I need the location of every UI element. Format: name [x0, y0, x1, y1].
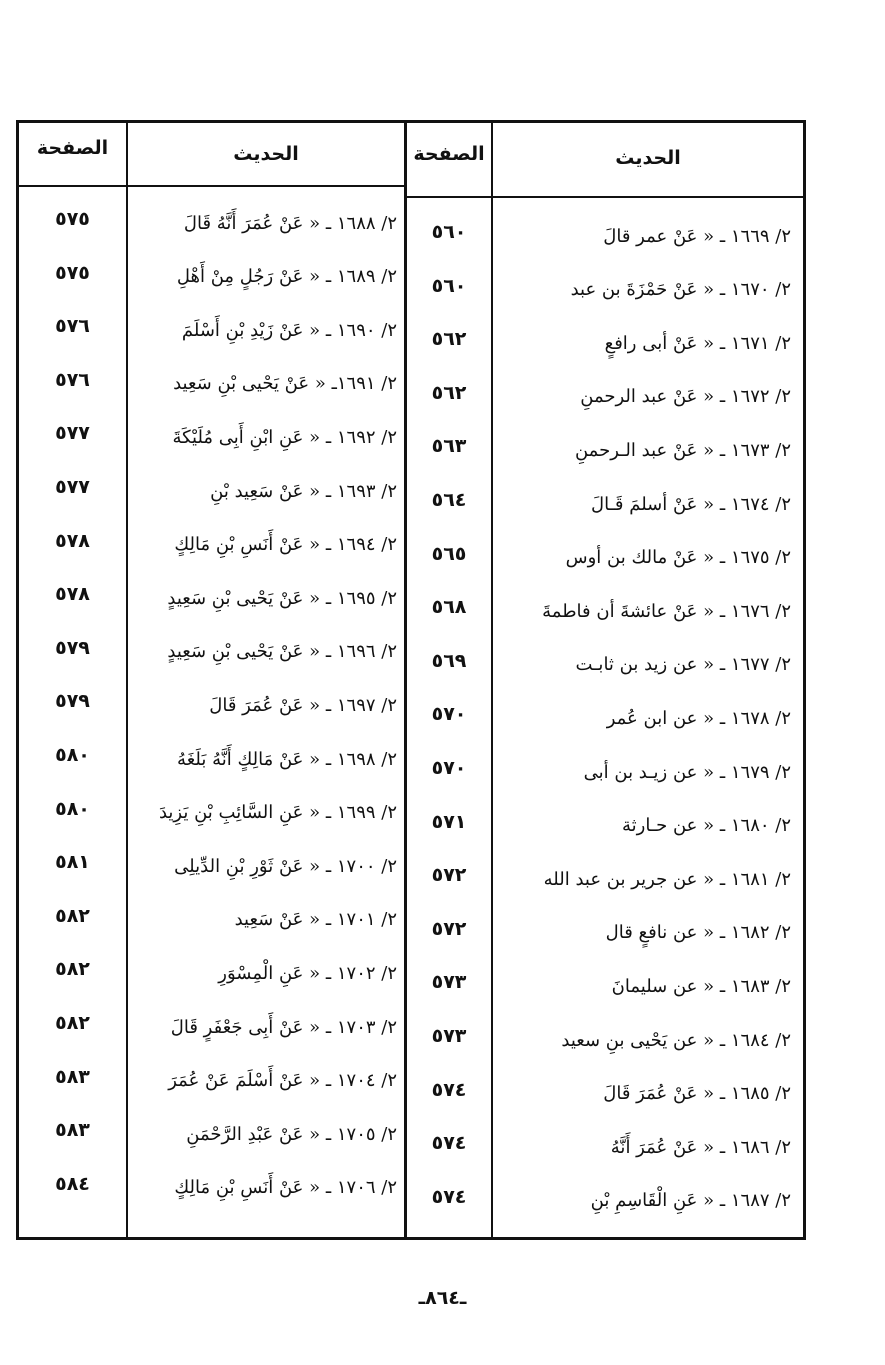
column-divider [126, 123, 128, 1237]
page-number-cell: ٥٧٢ [431, 864, 467, 887]
hadith-entry: ٢/ ١٦٨٩ ـ « عَنْ رَجُلٍ مِنْ أَهْلِ [176, 266, 397, 288]
page-number-cell: ٥٧٠ [431, 703, 467, 726]
header-page-right: الصفحة [413, 143, 485, 165]
page-number-cell: ٥٨٢ [55, 958, 90, 981]
hadith-entry: ٢/ ١٦٩٣ ـ « عَنْ سَعِيد بْنِ [210, 480, 397, 502]
page-number-cell: ٥٧٥ [55, 208, 90, 230]
page-number-cell: ٥٧٨ [55, 529, 90, 552]
page-number-cell: ٥٧٦ [55, 315, 90, 338]
page-number-cell: ٥٧٣ [431, 971, 467, 994]
header-underline-right [405, 196, 803, 198]
page-number-cell: ٥٦٩ [431, 649, 467, 672]
hadith-entry: ٢/ ١٦٩٥ ـ « عَنْ يَحْيى بْنِ سَعِيدٍ [167, 587, 397, 609]
hadith-entry: ٢/ ١٦٩٩ ـ « عَنِ السَّائِبِ بْنِ يَزِيدَ [158, 802, 397, 824]
hadith-entry: ٢/ ١٦٧١ ـ « عَنْ أبى رافعٍ [604, 332, 791, 354]
header-underline-left [19, 185, 405, 187]
hadith-entry: ٢/ ١٧٠٥ ـ « عَنْ عَبْدِ الرَّحْمَنِ [186, 1123, 397, 1145]
page-number-cell: ٥٧٤ [431, 1078, 467, 1101]
page-number-cell: ٥٧٧ [55, 476, 90, 498]
page-number-cell: ٥٧٦ [55, 368, 90, 391]
page-number-cell: ٥٧٩ [55, 690, 90, 713]
page-number-cell: ٥٧٧ [55, 422, 90, 445]
hadith-entry: ٢/ ١٦٨٧ ـ « عَنِ الْقَاسِمِ بْنِ [590, 1190, 791, 1212]
column-divider [491, 123, 493, 1237]
hadith-entry: ٢/ ١٦٩٢ ـ « عَنِ ابْنِ أَبِى مُلَيْكَةَ [172, 426, 397, 448]
hadith-entry: ٢/ ١٧٠٦ ـ « عَنْ أَنَسِ بْنِ مَالِكٍ [174, 1177, 397, 1199]
hadith-entry: ٢/ ١٦٨١ ـ « عن جرير بن عبد الله [543, 868, 791, 890]
hadith-entry: ٢/ ١٧٠٤ ـ « عَنْ أَسْلَمَ عَنْ عُمَرَ [168, 1070, 397, 1092]
page-number-cell: ٥٨٢ [55, 904, 90, 927]
page-number-cell: ٥٦٣ [431, 435, 467, 458]
page-number: ـ٨٦٤ـ [418, 1287, 467, 1309]
header-hadith-right: الحديث [615, 147, 681, 169]
hadith-entry: ٢/ ١٦٩٧ ـ « عَنْ عُمَرَ قَالَ [209, 694, 397, 716]
page-number-cell: ٥٧٠ [431, 757, 467, 779]
hadith-entry: ٢/ ١٦٧٢ ـ « عَنْ عبد الرحمنِ [580, 386, 791, 408]
page-number-cell: ٥٧٨ [55, 583, 90, 606]
hadith-entry: ٢/ ١٦٧٤ ـ « عَنْ أسلمَ قَـالَ [591, 493, 791, 515]
page-number-cell: ٥٦٨ [431, 596, 467, 619]
hadith-entry: ٢/ ١٦٧٠ ـ « عَنْ حَمْزَةَ بن عبد [570, 279, 791, 301]
hadith-entry: ٢/ ١٧٠٠ ـ « عَنْ ثَوْرِ بْنِ الدِّيلِى [174, 855, 397, 877]
hadith-entry: ٢/ ١٦٧٩ ـ « عن زيـد بن أبى [583, 761, 791, 783]
page-number-cell: ٥٧٢ [431, 917, 467, 940]
page-number-cell: ٥٧٤ [431, 1185, 467, 1208]
hadith-entry: ٢/ ١٧٠١ ـ « عَنْ سَعِيد [234, 909, 397, 931]
hadith-entry: ٢/ ١٦٨٠ ـ « عن حـارثة [622, 815, 791, 837]
page-number-cell: ٥٨٣ [55, 1065, 90, 1088]
page-number-cell: ٥٦٠ [431, 274, 467, 297]
page-number-cell: ٥٧٣ [431, 1025, 467, 1047]
header-hadith-left: الحديث [233, 143, 299, 165]
hadith-entry: ٢/ ١٦٩٦ ـ « عَنْ يَحْيى بْنِ سَعِيدٍ [167, 641, 397, 663]
hadith-entry: ٢/ ١٦٨٢ ـ « عن نافعٍ قال [605, 922, 791, 944]
hadith-entry: ٢/ ١٦٧٥ ـ « عَنْ مالك بن أوس [565, 547, 791, 569]
hadith-index-table [16, 120, 806, 1240]
page-number-cell: ٥٧١ [431, 810, 467, 833]
hadith-entry: ٢/ ١٦٨٤ ـ « عن يَحْيى بنِ سعيد [561, 1029, 791, 1051]
hadith-entry: ٢/ ١٦٩٠ ـ « عَنْ زَيْدِ بْنِ أَسْلَمَ [181, 319, 397, 341]
page-number-cell: ٥٨١ [55, 851, 90, 874]
page-number-cell: ٥٦٠ [431, 221, 467, 243]
page-number-cell: ٥٧٤ [431, 1132, 467, 1155]
page-number-cell: ٥٨٣ [55, 1119, 90, 1142]
page-number-cell: ٥٨٠ [55, 797, 90, 820]
hadith-entry: ٢/ ١٦٩٤ ـ « عَنْ أَنَسِ بْنِ مَالِكٍ [174, 534, 397, 556]
hadith-entry: ٢/ ١٧٠٣ ـ « عَنْ أَبِى جَعْفَرٍ قَالَ [170, 1016, 397, 1038]
page-number-cell: ٥٦٥ [431, 542, 467, 565]
hadith-entry: ٢/ ١٦٧٦ ـ « عَنْ عائشةَ أن فاطمةَ [542, 600, 791, 622]
hadith-entry: ٢/ ١٦٧٨ ـ « عن ابن عُمر [606, 707, 791, 729]
page-number-cell: ٥٨٤ [55, 1172, 90, 1195]
page-number-cell: ٥٨٢ [55, 1012, 90, 1034]
header-page-left: الصفحة [36, 137, 109, 159]
hadith-entry: ٢/ ١٧٠٢ ـ « عَنِ الْمِسْوَرِ [218, 962, 397, 984]
page-number-cell: ٥٦٢ [431, 381, 467, 404]
page-number-cell: ٥٦٢ [431, 328, 467, 351]
page-number-cell: ٥٧٥ [55, 261, 90, 284]
hadith-entry: ٢/ ١٦٨٣ ـ « عن سليمانَ [611, 975, 791, 997]
hadith-entry: ٢/ ١٦٧٣ ـ « عَنْ عبد الـرحمنِ [574, 439, 791, 461]
hadith-entry: ٢/ ١٦٦٩ ـ « عَنْ عمر قالَ [603, 225, 791, 247]
hadith-entry: ٢/ ١٦٨٨ ـ « عَنْ عُمَرَ أَنَّهُ قَالَ [183, 212, 397, 234]
hadith-entry: ٢/ ١٦٨٥ ـ « عَنْ عُمَرَ قَالَ [603, 1083, 791, 1105]
hadith-entry: ٢/ ١٦٨٦ ـ « عَنْ عُمَرَ أَنَّهُ [610, 1136, 791, 1158]
page-number-cell: ٥٨٠ [55, 744, 90, 766]
hadith-entry: ٢/ ١٦٩١ـ « عَنْ يَحْيى بْنِ سَعِيد [173, 373, 397, 395]
hadith-entry: ٢/ ١٦٩٨ ـ « عَنْ مَالِكٍ أَنَّهُ بَلَغَهُ [177, 748, 397, 770]
hadith-entry: ٢/ ١٦٧٧ ـ « عن زيد بن ثابـت [575, 654, 791, 676]
page-number-cell: ٥٧٩ [55, 636, 90, 659]
page-number-cell: ٥٦٤ [431, 489, 467, 511]
